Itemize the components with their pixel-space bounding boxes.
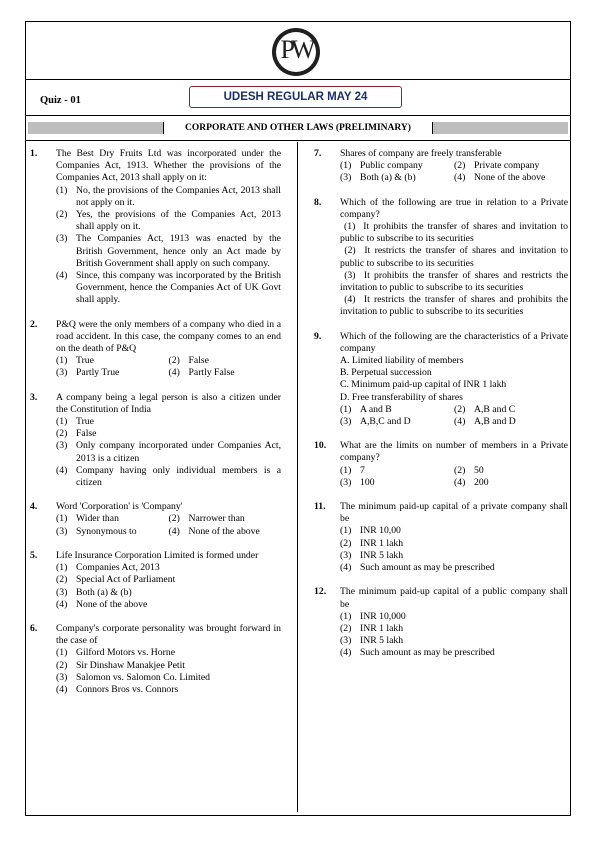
- question-1: 1. The Best Dry Fruits Ltd was incorporated under the Companies Act, 1913. Whether the provisions of the Companies Act, 2013 shall apply on it: (1) No, the provisions of the Companies Act, 2013 shall not apply on it. (2) Yes, the provisions of the Companies Act, 2013 shall apply on it. (3) The Companies Act, 1913 was enacted by the British Government, hence only an Act made by British Government shall apply on such company. (4) Since, this company was incorporated by the British Government, hence the Companies Act of UK Govt shall apply.: [30, 148, 281, 306]
- question-10: 10. What are the limits on number of members in a Private company? (1) 7 (2) 50 (3) 100 (4) 200: [314, 440, 568, 488]
- option[interactable]: False: [188, 355, 209, 367]
- question-7: 7. Shares of company are freely transferable (1) Public company (2) Private company (3) Both (a) & (b) (4) None of the above: [314, 148, 568, 185]
- option[interactable]: (3) Only company incorporated under Companies Act, 2013 is a citizen: [56, 440, 281, 464]
- subject-title: CORPORATE AND OTHER LAWS (PRELIMINARY): [163, 122, 433, 134]
- question-8: 8. Which of the following are true in relation to a Private company? (1) It prohibits the transfer of shares and invitation to public to subscribe to its securities (2) It restricts the transfer of shares and invitation to public to subscribe to its securities (3) It prohibits the transfer of shares and restricts the invitation to public to subscribe to its securities (4) It restricts the transfer of shares and prohibits the invitation to public to subscribe to its securities: [314, 196, 569, 318]
- question-12: 12. The minimum paid-up capital of a public company shall be (1) INR 10,000 (2) INR 1 lakh (3) INR 5 lakh (4) Such amount as may be prescribed: [314, 586, 568, 659]
- logo-text: PW: [280, 35, 312, 64]
- option[interactable]: (4) Such amount as may be prescribed: [340, 562, 495, 574]
- option[interactable]: (1) No, the provisions of the Companies Act, 2013 shall not apply on it.: [56, 184, 281, 208]
- option[interactable]: None of the above: [188, 525, 260, 537]
- batch-title: UDESH REGULAR MAY 24: [189, 86, 402, 108]
- statement: C. Minimum paid-up capital of INR 1 lakh: [340, 379, 507, 391]
- question-11: 11. The minimum paid-up capital of a private company shall be (1) INR 10,00 (2) INR 1 lakh (3) INR 5 lakh (4) Such amount as may be prescribed: [314, 501, 568, 574]
- option[interactable]: A,B and C: [474, 403, 516, 415]
- options-grid: (1) 7 (2) 50 (3) 100 (4) 200: [340, 465, 568, 489]
- option[interactable]: (3) Salomon vs. Salomon Co. Limited: [56, 671, 211, 683]
- left-column: [30, 148, 281, 708]
- option[interactable]: True: [76, 355, 94, 367]
- option[interactable]: Partly True: [76, 367, 120, 379]
- option[interactable]: (2) INR 1 lakh: [340, 622, 404, 634]
- option[interactable]: (3) The Companies Act, 1913 was enacted by the British Government, hence only an Act made by British Government shall apply on such company.: [56, 233, 281, 269]
- question-2: 2. P&Q were the only members of a company who died in a road accident. In this case, the company comes to an end on the death of P&Q (1) True (2) False (3) Partly True (4) Partly False: [30, 318, 281, 379]
- right-column: [314, 148, 568, 672]
- header-divider: [26, 79, 570, 80]
- question-3: 3. A company being a legal person is also a citizen under the Constitution of India (1) True (2) False (3) Only company incorporated under Companies Act, 2013 is a citizen (4) Company having only individual members is a citizen: [30, 391, 281, 489]
- options-grid: (1) A and B (2) A,B and C (3) A,B,C and D (4) A,B and D: [340, 404, 568, 428]
- header-divider-2: [26, 115, 570, 116]
- option[interactable]: (2) It restricts the transfer of shares and invitation to public to subscribe to its securities: [340, 245, 569, 269]
- option[interactable]: A and B: [360, 403, 392, 415]
- option[interactable]: 100: [360, 476, 375, 488]
- option[interactable]: 7: [360, 464, 365, 476]
- option[interactable]: Narrower than: [188, 513, 245, 525]
- options-grid: (1) Wider than (2) Narrower than (3) Synonymous to (4) None of the above: [56, 513, 281, 537]
- option[interactable]: (2) INR 1 lakh: [340, 537, 404, 549]
- statement: B. Perpetual succession: [340, 367, 432, 379]
- option[interactable]: A,B and D: [474, 416, 516, 428]
- statement: D. Free transferability of shares: [340, 391, 463, 403]
- question-4: 4. Word 'Corporation' is 'Company' (1) Wider than (2) Narrower than (3) Synonymous to (4) None of the above: [30, 501, 281, 538]
- option[interactable]: (1) Gilford Motors vs. Horne: [56, 647, 176, 659]
- option[interactable]: (4) Such amount as may be prescribed: [340, 647, 495, 659]
- option[interactable]: (1) INR 10,00: [340, 525, 401, 537]
- option[interactable]: (3) Both (a) & (b): [56, 586, 132, 598]
- option[interactable]: (2) Yes, the provisions of the Companies Act, 2013 shall apply on it.: [56, 209, 281, 233]
- option[interactable]: (3) INR 5 lakh: [340, 549, 404, 561]
- option[interactable]: Synonymous to: [76, 525, 137, 537]
- option[interactable]: (3) INR 5 lakh: [340, 635, 404, 647]
- option[interactable]: (4) It restricts the transfer of shares and prohibits the invitation to public to subscribe to its securities: [340, 294, 568, 318]
- question-9: 9. Which of the following are the characteristics of a Private company A. Limited liability of members B. Perpetual succession C. Minimum paid-up capital of INR 1 lakh D. Free transferability of shares (1) A and B (2) A,B and C (3) A,B,C and D (4) A,B and D: [314, 330, 568, 428]
- option[interactable]: None of the above: [474, 172, 546, 184]
- option[interactable]: (2) Special Act of Parliament: [56, 574, 176, 586]
- option[interactable]: (1) INR 10,000: [340, 610, 406, 622]
- option[interactable]: Private company: [474, 160, 540, 172]
- option[interactable]: (4) None of the above: [56, 598, 148, 610]
- subject-divider: [26, 140, 570, 141]
- option[interactable]: (4) Connors Bros vs. Connors: [56, 683, 179, 695]
- question-5: 5. Life Insurance Corporation Limited is formed under (1) Companies Act, 2013 (2) Special Act of Parliament (3) Both (a) & (b) (4) None of the above: [30, 550, 281, 611]
- option[interactable]: (4) Company having only individual members is a citizen: [56, 464, 281, 489]
- option[interactable]: 50: [474, 464, 484, 476]
- option[interactable]: Both (a) & (b): [360, 172, 416, 184]
- options-grid: (1) True (2) False (3) Partly True (4) Partly False: [56, 355, 281, 379]
- option[interactable]: (1) True: [56, 416, 94, 428]
- option[interactable]: (1) It prohibits the transfer of shares and invitation to public to subscribe to its securities: [340, 221, 569, 245]
- option[interactable]: (3) It prohibits the transfer of shares and restricts the invitation to public to subscribe to its securities: [340, 269, 568, 294]
- pw-logo: [272, 28, 320, 76]
- options-grid: (1) Public company (2) Private company (3) Both (a) & (b) (4) None of the above: [340, 160, 568, 184]
- statement: A. Limited liability of members: [340, 355, 464, 367]
- option[interactable]: (4) Since, this company was incorporated by the British Government, hence the Companies Act of UK Govt shall apply.: [56, 270, 281, 306]
- option[interactable]: (1) Companies Act, 2013: [56, 562, 160, 574]
- question-6: 6. Company's corporate personality was brought forward in the case of (1) Gilford Motors vs. Horne (2) Sir Dinshaw Manakjee Petit (3) Salomon vs. Salomon Co. Limited (4) Connors Bros vs. Connors: [30, 622, 281, 695]
- option[interactable]: 200: [474, 476, 489, 488]
- option[interactable]: (2) Sir Dinshaw Manakjee Petit: [56, 659, 185, 671]
- option[interactable]: Wider than: [76, 513, 119, 525]
- option[interactable]: Public company: [360, 160, 423, 172]
- option[interactable]: (2) False: [56, 428, 97, 440]
- quiz-label: Quiz - 01: [40, 95, 81, 106]
- column-divider: [297, 142, 298, 812]
- option[interactable]: Partly False: [188, 367, 235, 379]
- option[interactable]: A,B,C and D: [360, 416, 411, 428]
